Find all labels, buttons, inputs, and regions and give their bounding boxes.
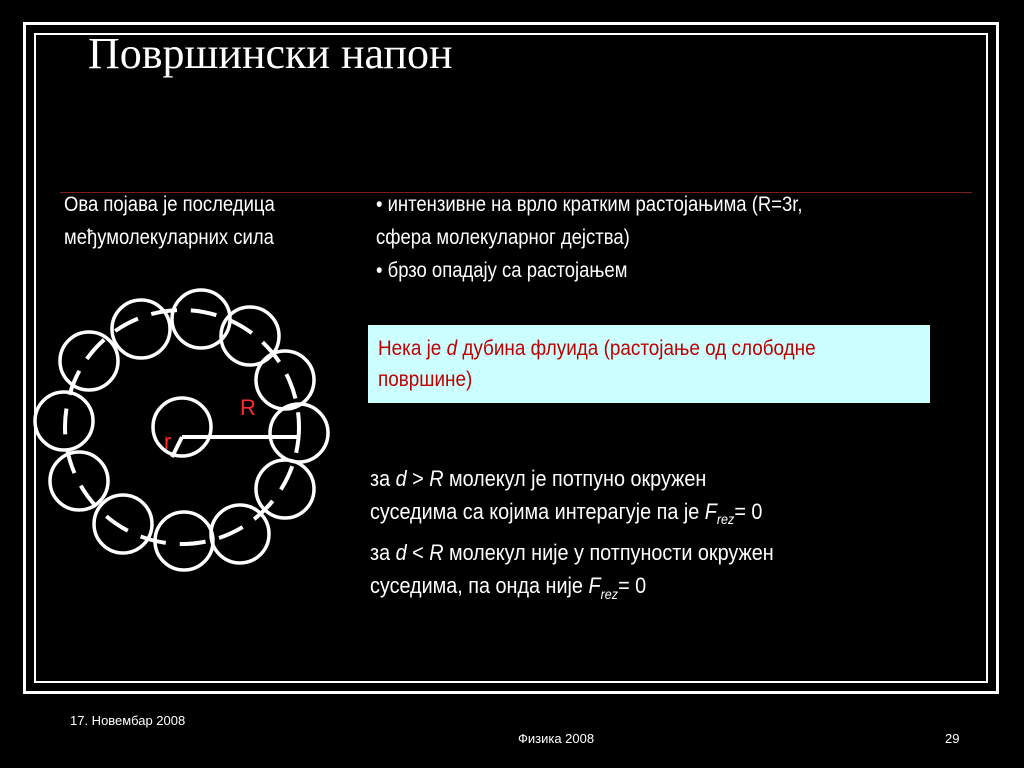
- callout-suffix: дубина флуида (растојање од слободне: [457, 337, 816, 360]
- molecule-circle: [50, 452, 108, 510]
- case2-line1: за d < R молекул није у потпуности окружен: [370, 540, 774, 566]
- central-molecule: [153, 398, 211, 456]
- label-R: R: [240, 395, 256, 420]
- left-text: Ова појава је последица међумолекуларних сила: [64, 193, 275, 249]
- molecule-circle: [256, 460, 314, 518]
- bullet-line-3: • брзо опадају са растојањем: [376, 259, 628, 282]
- case2-line2: суседима, па онда није $F_{rez}= 0$: [370, 573, 647, 602]
- bullet-line-1: • интензивне на врло кратким растојањима (R=3r,: [376, 193, 803, 216]
- case1-line2: суседима са којима интерагује па је $F_{rez}= 0$: [370, 499, 763, 528]
- molecule-circle: [256, 351, 314, 409]
- cases-text: [370, 462, 928, 611]
- page-number: 29: [945, 731, 960, 746]
- bullet-line-2: сфера молекуларног дејства): [376, 226, 630, 249]
- footer-date: 17. Новембар 2008: [70, 713, 186, 728]
- callout-line2: површине): [378, 368, 473, 391]
- molecule-circle: [60, 332, 118, 390]
- callout-prefix: Нека је: [378, 337, 447, 360]
- molecule-circle: [94, 495, 152, 553]
- neighbor-molecules: [35, 290, 328, 570]
- label-r: r: [164, 429, 172, 454]
- callout-box: [368, 325, 930, 403]
- slide-title: Површински напон: [88, 29, 453, 78]
- molecule-circle: [211, 505, 269, 563]
- callout-var-d: d: [446, 337, 458, 360]
- case1-line1: за d > R молекул је потпуно окружен: [370, 466, 707, 491]
- footer-center: Физика 2008: [518, 731, 595, 746]
